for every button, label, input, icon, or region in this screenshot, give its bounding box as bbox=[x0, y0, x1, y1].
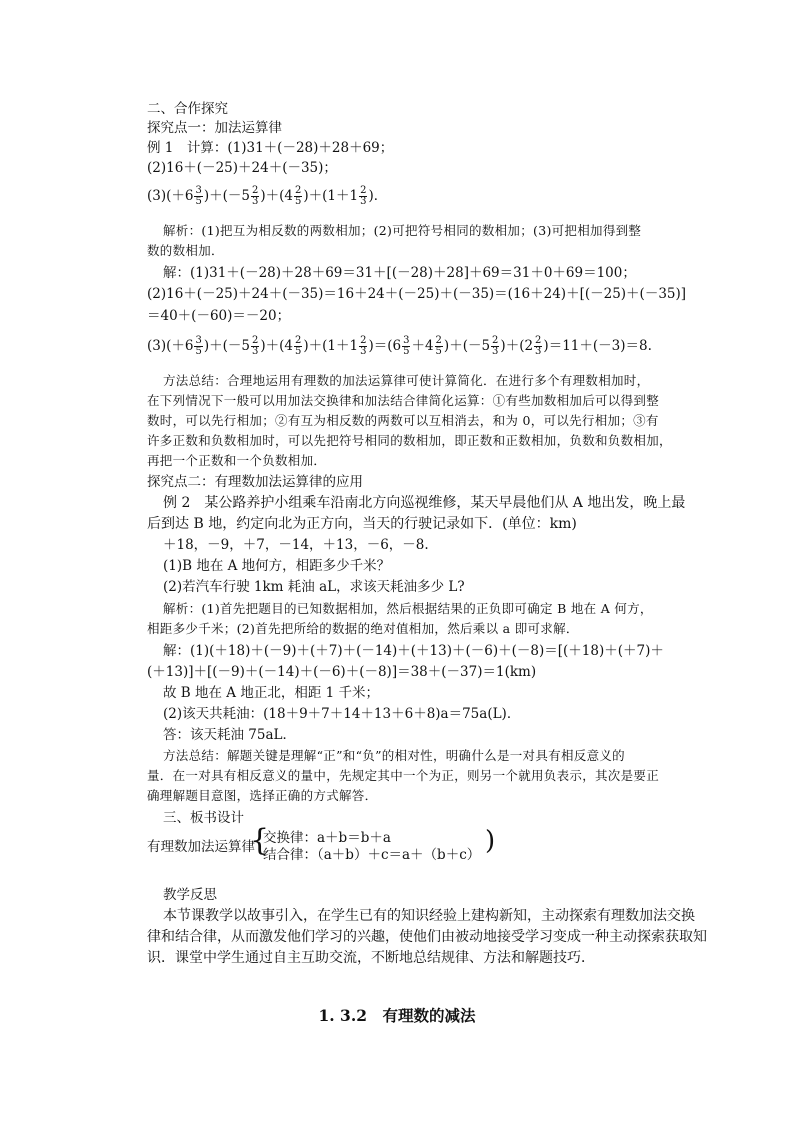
fraction bbox=[402, 336, 410, 357]
reflection-line-1: 本节课教学以故事引入，在学生已有的知识经验上建构新知，主动探索有理数加法交换 bbox=[163, 908, 695, 924]
analysis-2-line-1: 解析：(1)首先把题目的已知数据相加，然后根据结果的正负即可确定 B 地在 A 何方， bbox=[163, 601, 653, 616]
fraction bbox=[294, 336, 302, 357]
analysis-2-line-2: 相距多少千米；(2)首先把所给的数据的绝对值相加，然后乘以 a 即可求解． bbox=[147, 621, 579, 636]
text-segment: )＋(－5 bbox=[443, 338, 491, 354]
solution-1-line-2: (2)16＋(－25)＋24＋(－35)＝16＋24＋(－25)＋(－35)＝(16＋24)＋[(－25)＋(－35)] bbox=[147, 286, 687, 302]
inquiry-point-one: 探究点一：加法运算律 bbox=[147, 120, 282, 136]
numerator: 2 bbox=[492, 335, 499, 346]
heading-blackboard-design: 三、板书设计 bbox=[163, 810, 244, 826]
text-segment: (3)(＋6 bbox=[147, 338, 194, 354]
text-segment: )＋(－5 bbox=[203, 188, 250, 204]
fraction bbox=[194, 186, 202, 207]
denominator: 5 bbox=[294, 196, 302, 207]
solution-1-line-1: 解：(1)31＋(－28)＋28＋69＝31＋[(－28)＋28]＋69＝31＋0＋69＝100； bbox=[163, 265, 636, 281]
example-1-line-2: (2)16＋(－25)＋24＋(－35)； bbox=[147, 160, 337, 176]
heading-teaching-reflection: 教学反思 bbox=[163, 887, 217, 903]
fraction bbox=[491, 336, 499, 357]
denominator: 3 bbox=[360, 196, 367, 207]
denominator: 3 bbox=[360, 346, 367, 357]
numerator: 3 bbox=[195, 335, 202, 346]
method-summary-1-line-3: 数时，可以先行相加；②有互为相反数的两数可以互相消去，和为 0，可以先行相加；③有 bbox=[147, 413, 659, 428]
solution-1-line-4 bbox=[147, 336, 652, 357]
inquiry-point-two: 探究点二：有理数加法运算律的应用 bbox=[147, 474, 363, 490]
fraction bbox=[359, 336, 367, 357]
text-segment: (3)(＋6 bbox=[147, 188, 194, 204]
denominator: 5 bbox=[294, 346, 302, 357]
fraction bbox=[251, 336, 259, 357]
example-2-question-2: (2)若汽车行驶 1km 耗油 aL，求该天耗油多少 L? bbox=[163, 579, 465, 595]
denominator: 3 bbox=[251, 196, 259, 207]
example-2-records: ＋18，－9，＋7，－14，＋13，－6，－8. bbox=[163, 537, 429, 553]
example-2-line-2: 后到达 B 地，约定向北为正方向，当天的行驶记录如下．(单位：km) bbox=[147, 516, 577, 532]
text-segment: )＋(4 bbox=[260, 188, 293, 204]
method-summary-1-line-1: 方法总结：合理地运用有理数的加法运算律可使计算简化．在进行多个有理数相加时， bbox=[163, 373, 650, 388]
solution-2-line-1: 解：(1)(＋18)＋(－9)＋(＋7)＋(－14)＋(＋13)＋(－6)＋(－8)＝[(＋18)＋(＋7)＋ bbox=[163, 643, 664, 659]
heading-cooperative-inquiry: 二、合作探究 bbox=[147, 101, 228, 117]
numerator: 3 bbox=[195, 185, 202, 196]
text-segment: )＋(2 bbox=[500, 338, 534, 354]
numerator: 2 bbox=[360, 185, 367, 196]
denominator: 3 bbox=[492, 346, 499, 357]
solution-2-line-2: (＋13)]＋[(－9)＋(－14)＋(－6)＋(－8)]＝38＋(－37)＝1(km) bbox=[147, 664, 537, 680]
solution-2-line-3: 故 B 地在 A 地正北，相距 1 千米； bbox=[163, 685, 380, 701]
text-segment: )＋(1＋1 bbox=[303, 338, 359, 354]
numerator: 2 bbox=[294, 185, 302, 196]
fraction bbox=[359, 186, 367, 207]
denominator: 3 bbox=[535, 346, 542, 357]
solution-1-line-3: ＝40＋(－60)＝－20； bbox=[147, 308, 291, 324]
text-segment: )． bbox=[368, 188, 388, 204]
numerator: 2 bbox=[435, 335, 442, 346]
answer-2: 答：该天耗油 75aL． bbox=[163, 727, 296, 743]
numerator: 2 bbox=[535, 335, 542, 346]
example-2-question-1: (1)B 地在 A 地何方，相距多少千米？ bbox=[163, 558, 391, 574]
numerator: 2 bbox=[251, 335, 259, 346]
right-paren-icon: ) bbox=[485, 826, 496, 856]
numerator: 2 bbox=[251, 185, 259, 196]
fraction bbox=[435, 336, 443, 357]
method-summary-1-line-5: 再把一个正数和一个负数相加． bbox=[147, 453, 327, 468]
reflection-line-3: 识．课堂中学生通过自主互助交流，不断地总结规律、方法和解题技巧． bbox=[147, 950, 595, 966]
method-summary-2-line-2: 量．在一对具有相反意义的量中，先规定其中一个为正，则另一个就用负表示，其次是要正 bbox=[147, 768, 660, 783]
text-segment: )＋(1＋1 bbox=[303, 188, 359, 204]
board-associative-law: 结合律：（a＋b）＋c＝a＋（b＋c） bbox=[263, 847, 481, 863]
left-brace-icon: { bbox=[250, 823, 270, 858]
text-segment: )＋(－5 bbox=[203, 338, 250, 354]
reflection-line-2: 律和结合律，从而激发他们学习的兴趣，使他们由被动地接受学习变成一种主动探索获取知 bbox=[147, 929, 707, 945]
numerator: 3 bbox=[403, 335, 410, 346]
example-1-line-1: 例 1 计算：(1)31＋(－28)＋28＋69； bbox=[147, 140, 394, 156]
example-1-line-3 bbox=[147, 186, 387, 207]
denominator: 5 bbox=[195, 196, 202, 207]
method-summary-1-line-2: 在下列情况下一般可以用加法交换律和加法结合律简化运算：①有些加数相加后可以得到整 bbox=[147, 393, 660, 408]
method-summary-1-line-4: 许多正数和负数相加时，可以先把符号相同的数相加，即正数和正数相加，负数和负数相加， bbox=[147, 433, 672, 448]
denominator: 5 bbox=[195, 346, 202, 357]
fraction bbox=[534, 336, 542, 357]
numerator: 2 bbox=[294, 335, 302, 346]
analysis-1-line-2: 数的数相加． bbox=[147, 243, 224, 258]
denominator: 3 bbox=[251, 346, 259, 357]
section-title: 1. 3.2 有理数的减法 bbox=[318, 1006, 476, 1025]
method-summary-2-line-1: 方法总结：解题关键是理解“正”和“负”的相对性，明确什么是一对具有相反意义的 bbox=[163, 748, 625, 763]
text-segment: )＝11＋(－3)＝8. bbox=[543, 338, 652, 354]
example-2-line-1: 例 2 某公路养护小组乘车沿南北方向巡视维修，某天早晨他们从 A 地出发，晚上最 bbox=[163, 495, 686, 511]
fraction bbox=[194, 336, 202, 357]
denominator: 5 bbox=[403, 346, 410, 357]
fraction bbox=[251, 186, 259, 207]
denominator: 5 bbox=[435, 346, 442, 357]
analysis-1-line-1: 解析：(1)把互为相反数的两数相加；(2)可把符号相同的数相加；(3)可把相加得到整 bbox=[163, 223, 642, 238]
text-segment: )＝(6 bbox=[368, 338, 402, 354]
board-rule-title: 有理数加法运算律 bbox=[147, 839, 255, 855]
numerator: 2 bbox=[360, 335, 367, 346]
text-segment: ＋4 bbox=[411, 338, 434, 354]
board-commutative-law: 交换律：a＋b＝b＋a bbox=[263, 830, 391, 846]
text-segment: )＋(4 bbox=[260, 338, 293, 354]
fraction bbox=[294, 186, 302, 207]
solution-2-line-4: (2)该天共耗油：(18＋9＋7＋14＋13＋6＋8)a＝75a(L)． bbox=[163, 706, 521, 722]
method-summary-2-line-3: 确理解题目意图，选择正确的方式解答． bbox=[147, 788, 378, 803]
